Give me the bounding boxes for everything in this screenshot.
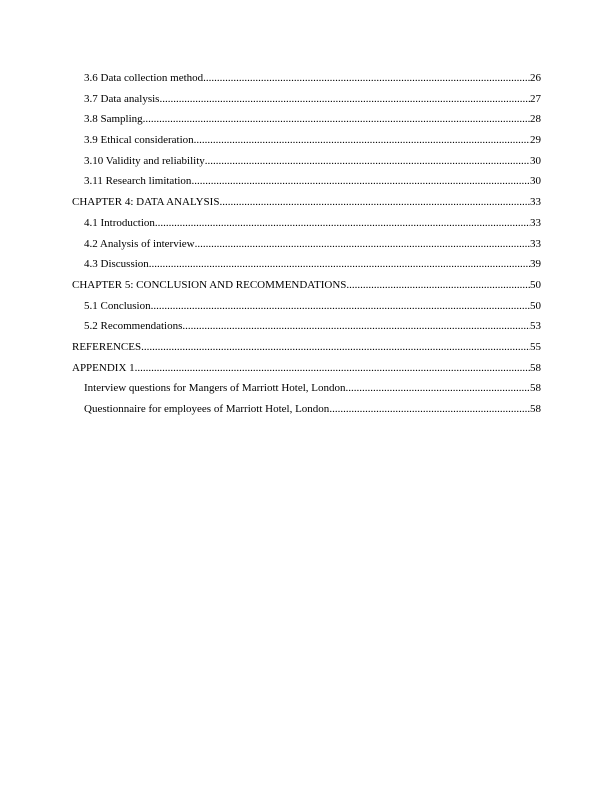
toc-entry-questionnaire[interactable] bbox=[72, 399, 541, 420]
toc-dot-leader bbox=[155, 213, 530, 234]
toc-entry-chapter-4[interactable] bbox=[72, 192, 541, 213]
toc-dot-leader bbox=[159, 89, 530, 110]
toc-entry-4-3[interactable] bbox=[72, 254, 541, 275]
toc-entry-3-8[interactable] bbox=[72, 109, 541, 130]
toc-dot-leader bbox=[329, 399, 530, 420]
toc-entry-title: 3.7 Data analysis bbox=[84, 92, 160, 105]
toc-entry-page: 58 bbox=[530, 361, 541, 374]
toc-entry-title: APPENDIX 1 bbox=[72, 361, 135, 374]
toc-dot-leader bbox=[135, 358, 530, 379]
toc-dot-leader bbox=[219, 192, 530, 213]
toc-dot-leader bbox=[182, 316, 530, 337]
toc-entry-appendix-1[interactable] bbox=[72, 358, 541, 379]
toc-entry-4-1[interactable] bbox=[72, 213, 541, 234]
toc-entry-page: 39 bbox=[530, 258, 541, 271]
toc-entry-title: 3.9 Ethical consideration bbox=[84, 134, 194, 147]
toc-entry-page: 50 bbox=[530, 278, 541, 291]
toc-entry-chapter-5[interactable] bbox=[72, 275, 541, 296]
toc-entry-page: 28 bbox=[530, 113, 541, 126]
toc-entry-page: 50 bbox=[530, 299, 541, 312]
toc-entry-title: 3.8 Sampling bbox=[84, 113, 143, 126]
toc-entry-title: Questionnaire for employees of Marriott Hotel, London bbox=[84, 403, 330, 415]
toc-entry-page: 30 bbox=[530, 175, 541, 188]
toc-entry-title: Interview questions for Mangers of Marriott Hotel, London bbox=[84, 382, 346, 395]
toc-entry-title: 5.2 Recommendations bbox=[84, 320, 183, 333]
toc-dot-leader bbox=[195, 234, 530, 255]
toc-entry-page: 33 bbox=[530, 237, 541, 250]
toc-entry-page: 33 bbox=[530, 196, 541, 209]
table-of-contents bbox=[72, 68, 541, 420]
toc-entry-title: REFERENCES bbox=[72, 340, 142, 353]
toc-entry-title: CHAPTER 4: DATA ANALYSIS bbox=[72, 196, 220, 209]
toc-dot-leader bbox=[205, 151, 530, 172]
toc-entry-5-1[interactable] bbox=[72, 296, 541, 317]
toc-entry-4-2[interactable] bbox=[72, 234, 541, 255]
toc-dot-leader bbox=[151, 296, 530, 317]
toc-dot-leader bbox=[143, 109, 530, 130]
toc-entry-page: 29 bbox=[530, 134, 541, 147]
toc-entry-title: 3.11 Research limitation bbox=[84, 175, 192, 188]
toc-dot-leader bbox=[191, 171, 530, 192]
toc-dot-leader bbox=[194, 130, 530, 151]
toc-entry-title: 4.3 Discussion bbox=[84, 258, 149, 271]
toc-entry-title: 4.1 Introduction bbox=[84, 216, 155, 229]
toc-entry-page: 55 bbox=[530, 340, 541, 353]
toc-entry-interview-questions[interactable] bbox=[72, 378, 541, 399]
toc-entry-title: 5.1 Conclusion bbox=[84, 299, 151, 312]
toc-entry-title: CHAPTER 5: CONCLUSION AND RECOMMENDATIONS bbox=[72, 278, 347, 291]
toc-entry-page: 53 bbox=[530, 320, 541, 333]
toc-entry-page: 27 bbox=[530, 92, 541, 105]
toc-dot-leader bbox=[346, 378, 531, 399]
toc-entry-page: 26 bbox=[530, 72, 541, 84]
toc-dot-leader bbox=[141, 337, 530, 358]
toc-entry-page: 30 bbox=[530, 154, 541, 167]
toc-entry-3-11[interactable] bbox=[72, 171, 541, 192]
toc-dot-leader bbox=[346, 275, 530, 296]
toc-entry-page: 58 bbox=[530, 403, 541, 415]
toc-entry-5-2[interactable] bbox=[72, 316, 541, 337]
toc-entry-3-6[interactable] bbox=[72, 68, 541, 89]
toc-dot-leader bbox=[149, 254, 530, 275]
toc-entry-3-9[interactable] bbox=[72, 130, 541, 151]
toc-entry-title: 3.6 Data collection method bbox=[84, 72, 204, 84]
toc-entry-page: 33 bbox=[530, 216, 541, 229]
toc-entry-title: 3.10 Validity and reliability bbox=[84, 154, 205, 167]
toc-entry-3-7[interactable] bbox=[72, 89, 541, 110]
toc-entry-page: 58 bbox=[530, 382, 541, 395]
toc-entry-references[interactable] bbox=[72, 337, 541, 358]
toc-entry-title: 4.2 Analysis of interview bbox=[84, 237, 195, 250]
toc-entry-3-10[interactable] bbox=[72, 151, 541, 172]
toc-dot-leader bbox=[203, 68, 530, 89]
